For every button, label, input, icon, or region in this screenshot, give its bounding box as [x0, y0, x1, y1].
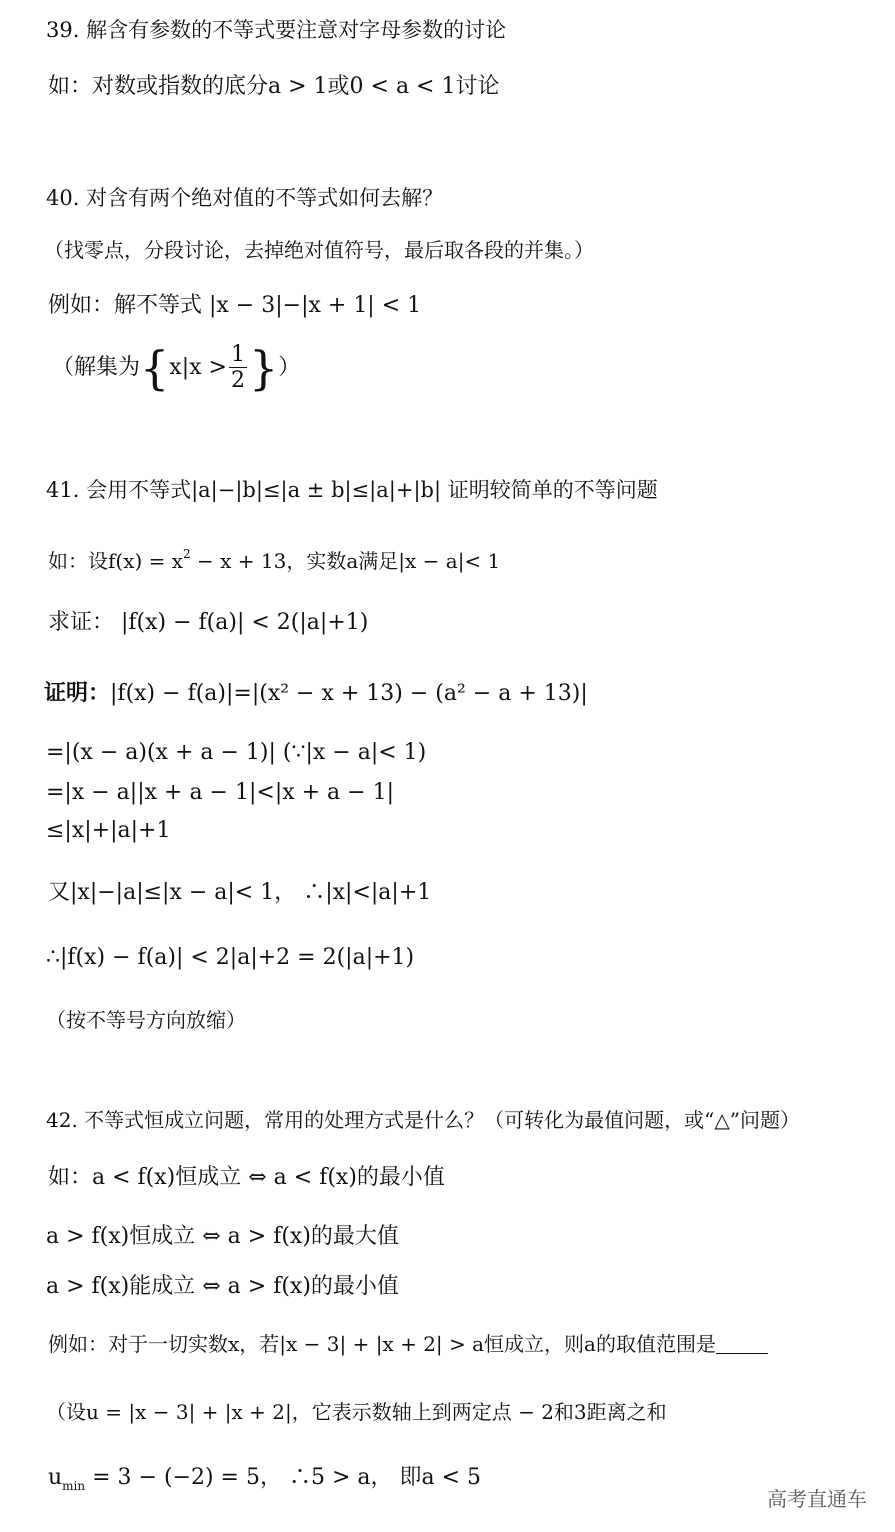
item-41-example [48, 548, 500, 571]
item-42-rule-1: 如：a < f(x)恒成立 ⇔ a < f(x)的最小值 [48, 1165, 445, 1190]
item-41-step-4: 又|x|−|a|≤|x − a|< 1， ∴|x|<|a|+1 [48, 880, 432, 905]
item-42-example-text: 例如：对于一切实数x，若|x − 3| + |x + 2| > a恒成立，则a的取值范围是 [48, 1332, 716, 1356]
item-41-note: （按不等号方向放缩） [46, 1008, 246, 1032]
proof-expression: |f(x) − f(a)|=|(x² − x + 13) − (a² − a + 13)| [110, 681, 588, 706]
proof-label: 证明： [44, 680, 111, 706]
item-41-step-1: =|(x − a)(x + a − 1)| (∵|x − a|< 1) [46, 740, 427, 765]
item-42-rule-3: a > f(x)能成立 ⇔ a > f(x)的最小值 [46, 1274, 399, 1299]
fraction-denominator: 2 [230, 368, 245, 394]
item-40-heading: 40. 对含有两个绝对值的不等式如何去解？ [46, 186, 444, 210]
u-symbol: u [48, 1465, 63, 1490]
item-41-claim: 求证： |f(x) − f(a)| < 2(|a|+1) [48, 610, 369, 635]
item-41-conclusion: ∴|f(x) − f(a)| < 2|a|+2 = 2(|a|+1) [46, 945, 415, 970]
watermark-logo-text: 高考直通车 [767, 1487, 867, 1511]
answer-blank [716, 1333, 768, 1354]
item-42-result [48, 1467, 481, 1492]
solution-suffix: ） [278, 354, 301, 380]
item-42-rule-2: a > f(x)恒成立 ⇔ a > f(x)的最大值 [46, 1224, 399, 1249]
item-42-hint: （设u = |x − 3| + |x + 2|，它表示数轴上到两定点 − 2和3距离之和 [46, 1400, 667, 1424]
solution-set-lead: x|x > [169, 354, 227, 380]
item-41-step-2: =|x − a||x + a − 1|<|x + a − 1| [46, 780, 395, 805]
item-40-example: 例如：解不等式 |x − 3|−|x + 1| < 1 [48, 293, 422, 318]
item-41-step-3: ≤|x|+|a|+1 [46, 818, 171, 843]
example-41-prefix: 如：设f(x) = x [48, 549, 184, 573]
u-min-value: = 3 − (−2) = 5， ∴5 > a， 即a < 5 [92, 1465, 482, 1490]
item-42-example [48, 1333, 768, 1354]
solution-prefix: （解集为 [52, 354, 141, 380]
item-40-method: （找零点，分段讨论，去掉绝对值符号，最后取各段的并集。） [44, 238, 594, 262]
item-42-heading: 42. 不等式恒成立问题，常用的处理方式是什么？（可转化为最值问题，或“△”问题） [46, 1108, 800, 1132]
right-brace: } [248, 340, 279, 395]
example-41-exponent: 2 [183, 547, 191, 561]
item-40-solution-set [52, 342, 300, 394]
example-41-rest: − x + 13，实数a满足|x − a|< 1 [190, 549, 501, 573]
item-41-proof-start [44, 682, 588, 705]
u-subscript: min [62, 1479, 86, 1493]
item-39-heading: 39. 解含有参数的不等式要注意对字母参数的讨论 [46, 18, 507, 42]
fraction-numerator: 1 [230, 342, 245, 367]
left-brace: { [140, 340, 170, 395]
item-39-example: 如：对数或指数的底分a > 1或0 < a < 1讨论 [48, 74, 500, 99]
fraction-one-half [229, 342, 247, 394]
item-41-heading: 41. 会用不等式|a|−|b|≤|a ± b|≤|a|+|b| 证明较简单的不等问题 [46, 478, 658, 502]
